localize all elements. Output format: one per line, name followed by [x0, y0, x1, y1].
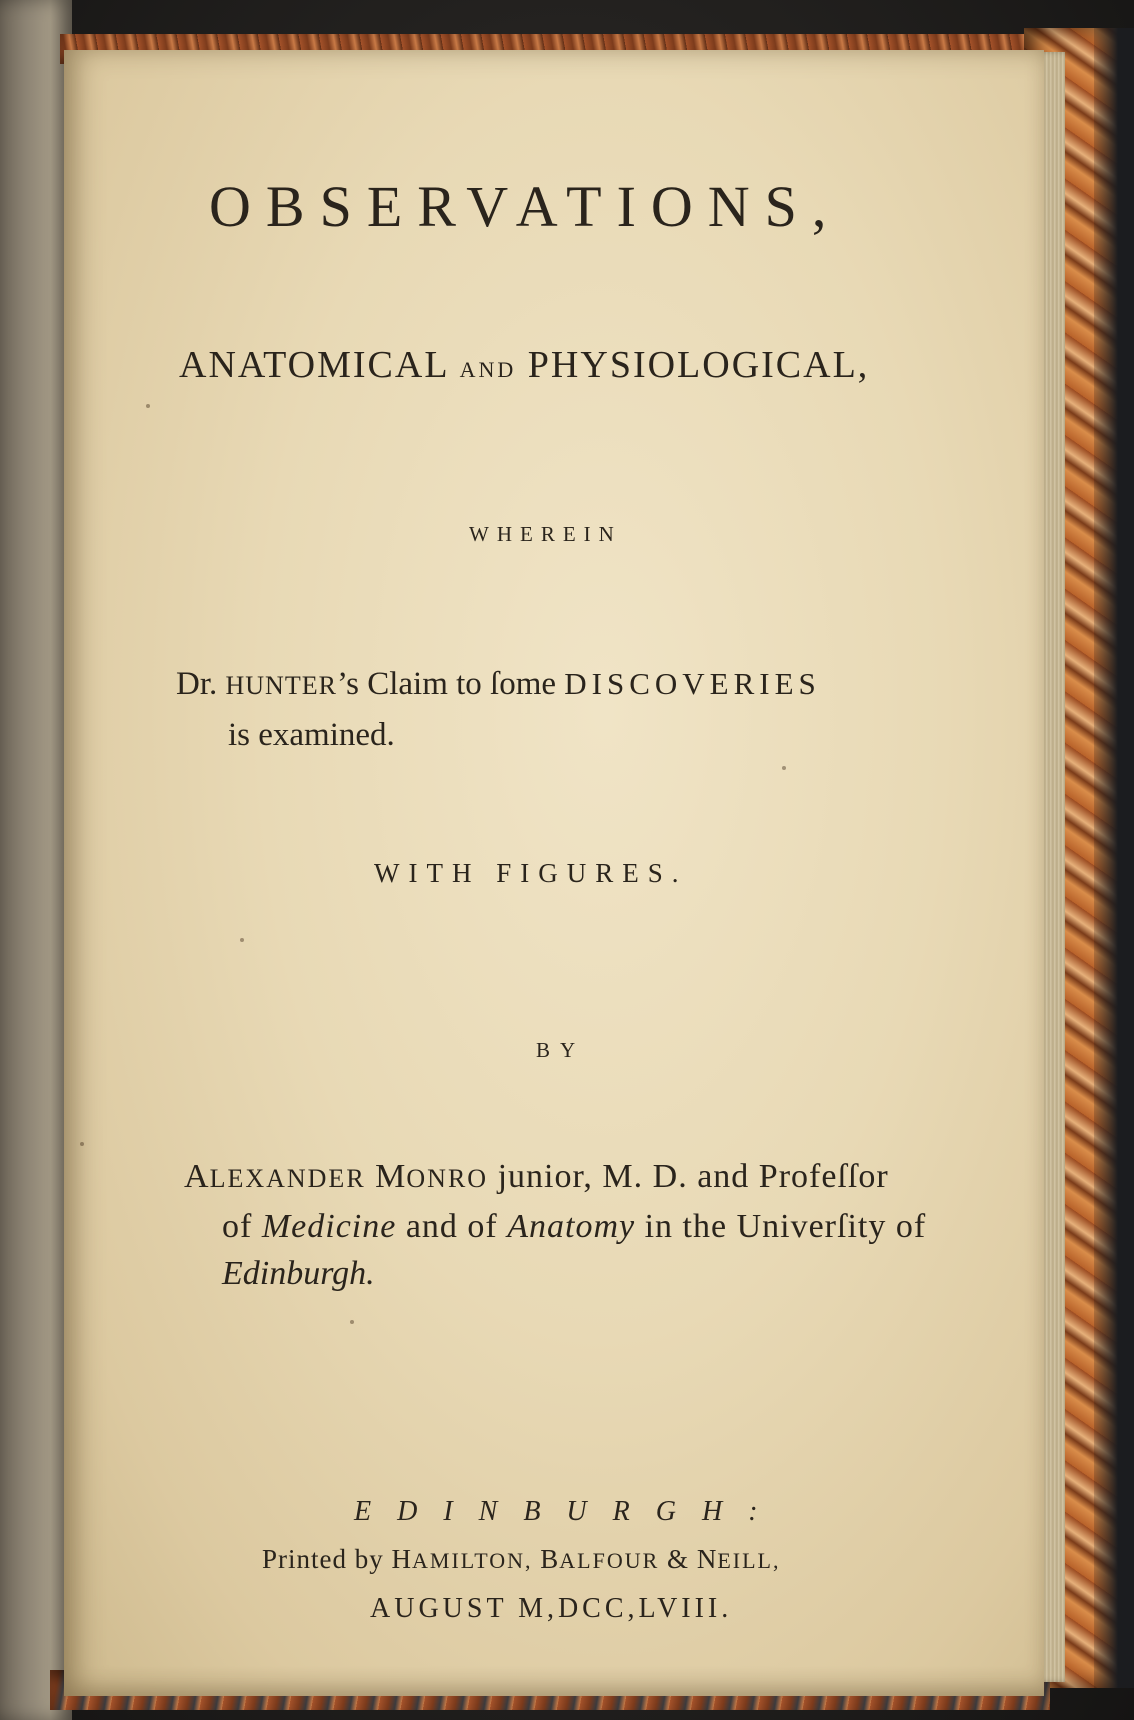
author-line-1: [184, 1160, 889, 1194]
imprint-printers: [262, 1546, 780, 1573]
author-line2-rest: in the Univerſity of: [644, 1208, 927, 1245]
author-last-initial: M: [375, 1158, 407, 1195]
claim-middle: ’s Claim to ſome: [336, 666, 557, 702]
with-figures-line: WITH FIGURES.: [374, 858, 688, 888]
left-page-edge: [0, 0, 72, 1720]
claim-line-1: [176, 668, 821, 701]
author-last-rest: ONRO: [406, 1164, 489, 1193]
printer2-initial: B: [540, 1544, 560, 1574]
subtitle-physiological: PHYSIOLOGICAL,: [527, 344, 870, 386]
printer2-rest: ALFOUR: [559, 1548, 660, 1573]
title-page: [64, 50, 1044, 1696]
subtitle-and: AND: [459, 357, 517, 382]
claim-hunter: HUNTER: [225, 671, 337, 700]
claim-prefix: Dr.: [176, 666, 218, 702]
author-medicine: Medicine: [261, 1208, 397, 1245]
imprint-date: [370, 1595, 732, 1623]
author-line-2: [222, 1210, 926, 1244]
printer1-initial: H: [391, 1544, 412, 1574]
paper-speck: [240, 938, 244, 942]
printer3-rest: EILL,: [717, 1548, 781, 1573]
book-title: OBSERVATIONS,: [209, 174, 842, 239]
author-of: of: [222, 1208, 253, 1245]
author-first-rest: LEXANDER: [209, 1164, 366, 1193]
printer-ampersand: &: [667, 1544, 690, 1574]
author-and-of: and of: [405, 1208, 498, 1245]
claim-discoveries: DISCOVERIES: [564, 666, 821, 701]
date-year: M,DCC,LVIII.: [518, 1593, 733, 1624]
date-month: AUGUST: [370, 1593, 508, 1624]
paper-speck: [146, 404, 150, 408]
by-line: BY: [536, 1038, 586, 1062]
author-line-3: Edinburgh.: [222, 1255, 375, 1292]
paper-speck: [350, 1320, 354, 1324]
paper-speck: [80, 1142, 84, 1146]
subtitle-anatomical: ANATOMICAL: [179, 344, 449, 386]
claim-line-2: is examined.: [228, 717, 395, 753]
cover-leather-spine: [1094, 28, 1134, 1688]
paper-speck: [782, 766, 786, 770]
imprint-place: EDINBURGH:: [354, 1496, 784, 1527]
printer3-initial: N: [696, 1544, 718, 1574]
book-subtitle: [179, 346, 869, 384]
printed-by: Printed by: [262, 1544, 384, 1574]
author-anatomy: Anatomy: [507, 1208, 636, 1245]
author-first-initial: A: [184, 1158, 210, 1195]
author-line1-rest: junior, M. D. and Profeſſor: [497, 1158, 889, 1195]
wherein-line: WHEREIN: [469, 522, 622, 546]
printer1-rest: AMILTON,: [412, 1548, 533, 1573]
